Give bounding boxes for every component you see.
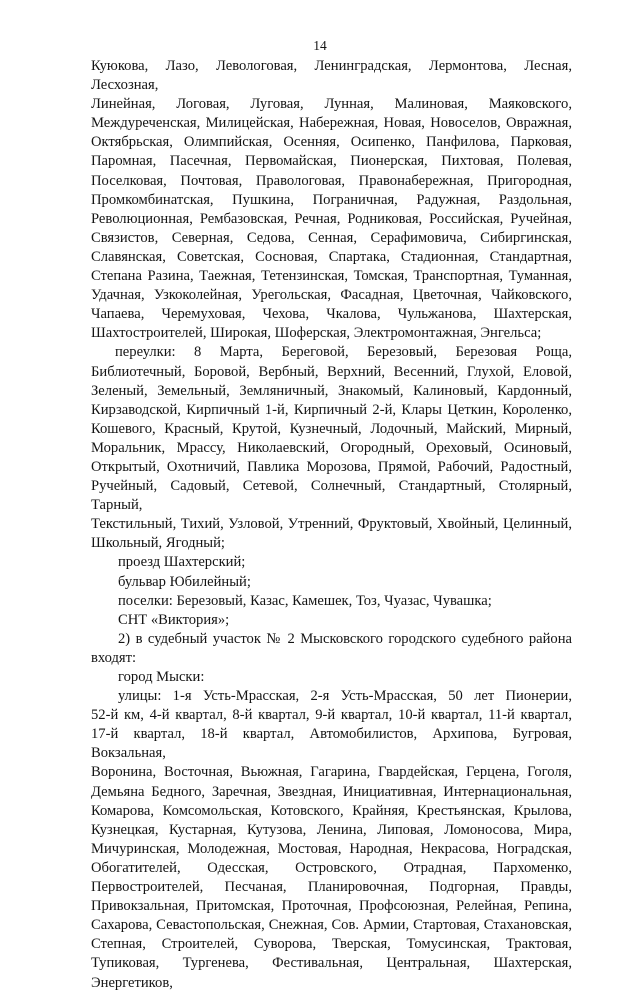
text-line: Первостроителей, Песчаная, Планировочная, Подгорная, Правды, (91, 879, 572, 896)
text-line: Октябрьская, Олимпийская, Осенняя, Осипенко, Панфилова, Парковая, (91, 134, 572, 151)
text-line: Степная, Строителей, Суворова, Тверская, Томусинская, Трактовая, (91, 936, 572, 953)
text-line: Куюкова, Лазо, Левологовая, Ленинградская, Лермонтова, Лесная, Лесхозная, (91, 58, 572, 94)
text-line: Славянская, Советская, Сосновая, Спартака, Стадионная, Стандартная, (91, 248, 572, 265)
text-line: город Мыски: (118, 669, 205, 685)
text-line: Кошевого, Красный, Крутой, Кузнечный, Лодочный, Майский, Мирный, (91, 420, 572, 437)
text-line: Шахтостроителей, Широкая, Шоферская, Электромонтажная, Энгельса; (91, 325, 542, 342)
text-line: Чапаева, Черемуховая, Чехова, Чкалова, Чульжанова, Шахтерская, (91, 306, 572, 323)
text-line: поселки: Березовый, Казас, Камешек, Тоз, Чуазас, Чувашка; (118, 592, 492, 609)
text-line: Комарова, Комсомольская, Котовского, Крайняя, Крестьянская, Крылова, (91, 802, 572, 819)
text-line: Кирзаводской, Кирпичный 1-й, Кирпичный 2-й, Клары Цеткин, Короленко, (91, 401, 572, 418)
text-line: Обогатителей, Одесская, Островского, Отрадная, Пархоменко, (91, 859, 572, 876)
text-line: Кузнецкая, Кустарная, Кутузова, Ленина, Липовая, Ломоносова, Мира, (91, 821, 572, 838)
text-line: Моральник, Мрассу, Николаевский, Огородный, Ореховый, Осиновый, (91, 439, 572, 456)
text-line: Междуреченская, Милицейская, Набережная, Новая, Новоселов, Овражная, (91, 115, 572, 132)
text-line: Воронина, Восточная, Вьюжная, Гагарина, Гвардейская, Герцена, Гоголя, (91, 764, 572, 781)
text-line: Промкомбинатская, Пушкина, Пограничная, Радужная, Раздольная, (91, 191, 572, 208)
text-line: Текстильный, Тихий, Узловой, Утренний, Фруктовый, Хвойный, Целинный, (91, 516, 572, 533)
text-line: Паромная, Пасечная, Первомайская, Пионерская, Пихтовая, Полевая, (91, 153, 572, 170)
text-line: Связистов, Северная, Седова, Сенная, Серафимовича, Сибиргинская, (91, 229, 572, 246)
text-line: входят: (91, 649, 137, 666)
text-line: Революционная, Рембазовская, Речная, Родниковая, Российская, Ручейная, (91, 210, 572, 227)
text-line: Демьяна Бедного, Заречная, Звездная, Инициативная, Интернациональная, (91, 783, 572, 800)
text-line: Зеленый, Земельный, Земляничный, Знакомый, Калиновый, Кардонный, (91, 382, 572, 399)
text-line: проезд Шахтерский; (118, 554, 246, 571)
text-line: Линейная, Логовая, Луговая, Лунная, Малиновая, Маяковского, (91, 96, 572, 113)
text-line: 2) в судебный участок № 2 Мысковского городского судебного района (118, 630, 572, 647)
page-number: 14 (313, 38, 327, 53)
text-line: Удачная, Узкоколейная, Урегольская, Фасадная, Цветочная, Чайковского, (91, 287, 572, 304)
text-line: Ручейный, Садовый, Сетевой, Солнечный, Стандартный, Столярный, Тарный, (91, 478, 572, 514)
text-line: Степана Разина, Таежная, Тетензинская, Томская, Транспортная, Туманная, (91, 268, 572, 285)
text-line: Открытый, Охотничий, Павлика Морозова, Прямой, Рабочий, Радостный, (91, 458, 572, 475)
text-line: Мичуринская, Молодежная, Мостовая, Народная, Некрасова, Ноградская, (91, 840, 572, 857)
text-line: СНТ «Виктория»; (118, 611, 230, 628)
text-line: переулки: 8 Марта, Береговой, Березовый, Березовая Роща, (115, 344, 572, 361)
document-body (91, 57, 572, 993)
text-line: Школьный, Ягодный; (91, 535, 225, 552)
text-line: бульвар Юбилейный; (118, 573, 251, 590)
text-line: Привокзальная, Притомская, Проточная, Профсоюзная, Релейная, Репина, (91, 898, 572, 915)
text-line: Поселковая, Почтовая, Правологовая, Правонабережная, Пригородная, (91, 172, 572, 189)
text-line: 17-й квартал, 18-й квартал, Автомобилистов, Архипова, Бугровая, Вокзальная, (91, 726, 572, 762)
text-line: улицы: 1-я Усть-Мрасская, 2-я Усть-Мрасская, 50 лет Пионерии, (118, 688, 572, 705)
text-line: Библиотечный, Боровой, Вербный, Верхний, Весенний, Глухой, Еловой, (91, 363, 572, 380)
text-line: Сахарова, Севастопольская, Снежная, Сов. Армии, Стартовая, Стахановская, (91, 917, 572, 934)
text-line: Тупиковая, Тургенева, Фестивальная, Центральная, Шахтерская, Энергетиков, (91, 955, 572, 991)
text-line: 52-й км, 4-й квартал, 8-й квартал, 9-й квартал, 10-й квартал, 11-й квартал, (91, 707, 572, 724)
